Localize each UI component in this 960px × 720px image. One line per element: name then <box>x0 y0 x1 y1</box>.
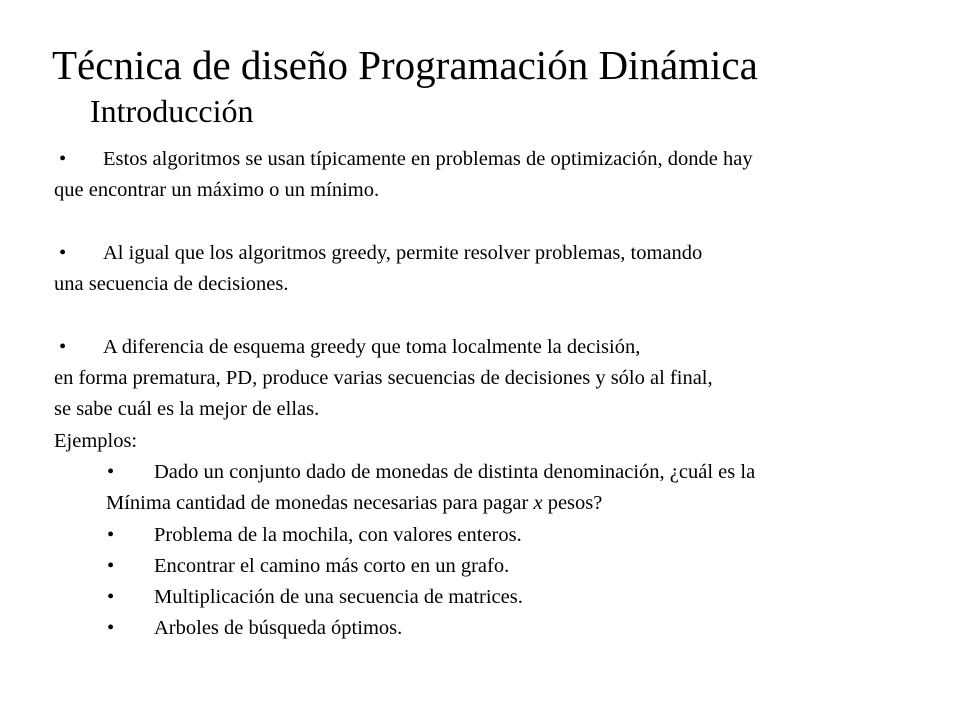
example-item-2 <box>54 520 954 551</box>
slide-subtitle: Introducción <box>90 93 254 129</box>
example-item-5 <box>54 613 954 644</box>
example-item-1-line-2-before: Mínima cantidad de monedas necesarias para pagar <box>106 492 534 515</box>
bullet-icon: • <box>107 586 115 609</box>
bullet-point-1 <box>54 144 954 175</box>
bullet-icon: • <box>59 148 67 170</box>
example-item-5-text: Arboles de búsqueda óptimos. <box>154 617 403 640</box>
bullet-point-3-line-2: en forma prematura, PD, produce varias secuencias de decisiones y sólo al final, <box>54 367 713 390</box>
bullet-point-1-line-1: Estos algoritmos se usan típicamente en problemas de optimización, donde hay <box>103 148 753 170</box>
bullet-point-2-line-2: una secuencia de decisiones. <box>54 273 289 296</box>
bullet-icon: • <box>107 554 115 577</box>
bullet-icon: • <box>107 523 115 546</box>
example-item-4-text: Multiplicación de una secuencia de matrices. <box>154 586 523 609</box>
example-item-4 <box>54 582 954 613</box>
example-item-1-line-1: Dado un conjunto dado de monedas de distinta denominación, ¿cuál es la <box>154 460 756 483</box>
bullet-point-3 <box>54 332 954 363</box>
bullet-icon: • <box>107 617 115 640</box>
bullet-point-3-line-1: A diferencia de esquema greedy que toma localmente la decisión, <box>103 335 641 358</box>
examples-label: Ejemplos: <box>54 429 138 452</box>
bullet-point-2 <box>54 238 954 269</box>
bullet-icon: • <box>107 460 115 483</box>
slide-title: Técnica de diseño Programación Dinámica <box>52 42 758 88</box>
bullet-icon: • <box>59 241 67 264</box>
example-item-2-text: Problema de la mochila, con valores enteros. <box>154 523 522 546</box>
example-item-1 <box>54 457 954 488</box>
variable-x: x <box>533 492 543 515</box>
slide-body <box>54 144 954 645</box>
example-item-3 <box>54 551 954 582</box>
bullet-point-3-line-3: se sabe cuál es la mejor de ellas. <box>54 398 320 421</box>
bullet-point-2-line-1: Al igual que los algoritmos greedy, permite resolver problemas, tomando <box>103 241 703 264</box>
example-item-1-line-2-after: pesos? <box>542 492 603 515</box>
bullet-point-1-line-2: que encontrar un máximo o un mínimo. <box>54 179 380 202</box>
example-item-1-line-2 <box>54 488 954 519</box>
example-item-3-text: Encontrar el camino más corto en un grafo. <box>154 554 510 577</box>
bullet-icon: • <box>59 335 67 358</box>
